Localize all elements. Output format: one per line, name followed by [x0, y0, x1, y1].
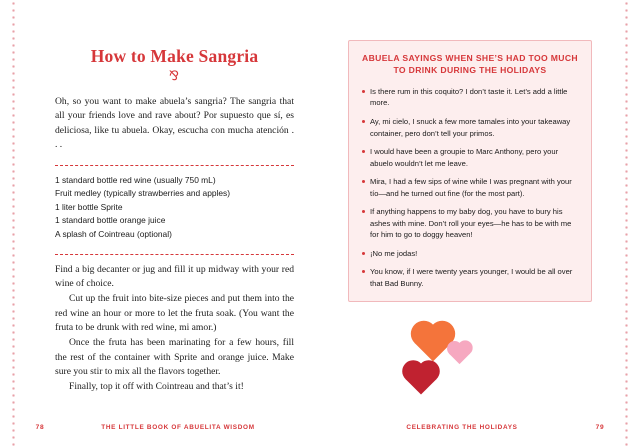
- list-item: I would have been a groupie to Marc Anthony, pero your abuelo wouldn’t let me leave.: [362, 146, 578, 169]
- heart-icon-pink: [449, 343, 470, 364]
- page-title: How to Make Sangria: [90, 46, 259, 66]
- list-item: 1 liter bottle Sprite: [55, 201, 123, 212]
- list-item: Mira, I had a few sips of wine while I was pregnant with your tío—and he turned out fine (for the most part).: [362, 176, 578, 199]
- divider-bottom: [55, 254, 294, 255]
- list-item: You know, if I were twenty years younger, I would be all over that Bad Bunny.: [362, 266, 578, 289]
- flourish-ornament-icon: ⅋: [168, 68, 181, 83]
- list-item: A splash of Cointreau (optional): [55, 229, 172, 239]
- hearts-illustration: [348, 326, 592, 404]
- list-item: ¡No me jodas!: [362, 248, 578, 260]
- sidebar-sayings-list: [362, 86, 578, 289]
- list-item: Is there rum in this coquito? I don’t taste it. Let’s add a little more.: [362, 86, 578, 109]
- ingredients-list: [55, 174, 294, 242]
- heart-icon-orange: [415, 325, 452, 362]
- method-step: Finally, top it off with Cointreau and that’s it!: [69, 380, 244, 392]
- list-item: Ay, mi cielo, I snuck a few more tamales into your takeaway container, pero don’t tell your primos.: [362, 116, 578, 139]
- running-head: THE LITTLE BOOK OF ABUELITA WISDOM: [101, 424, 255, 431]
- list-item: 1 standard bottle red wine (usually 750 mL): [55, 174, 216, 185]
- right-page: [320, 0, 640, 448]
- running-head: CELEBRATING THE HOLIDAYS: [406, 424, 518, 431]
- page-number: 79: [595, 424, 605, 431]
- sidebar-title: ABUELA SAYINGS WHEN SHE’S HAD TOO MUCH TO DRINK DURING THE HOLIDAYS: [362, 53, 578, 76]
- heart-icon-red: [405, 364, 436, 395]
- list-item: If anything happens to my baby dog, you have to bury his ashes with mine. Don’t roll your eyes—he has to be with me for him to go to doggy heaven!: [362, 206, 578, 241]
- page-number: 78: [35, 424, 45, 431]
- method-step: Cut up the fruit into bite-size pieces and put them into the red wine an hour or more to let the fruta soak. (You want the fruta to be drunk with red wine, mi amor.): [55, 292, 294, 334]
- sidebar-callout-box: [348, 40, 592, 302]
- divider-top: [55, 165, 294, 166]
- left-page-footer: [0, 424, 320, 431]
- list-item: Fruit medley (typically strawberries and apples): [55, 188, 231, 199]
- method-steps: [55, 263, 294, 395]
- list-item: 1 standard bottle orange juice: [55, 215, 166, 226]
- intro-paragraph: Oh, so you want to make abuela’s sangria? The sangria that all your friends love and rave about? Por supuesto que sí, es deliciosa, like tu abuela. Okay, escucha con mucha atención . . .: [55, 96, 294, 151]
- method-step: Find a big decanter or jug and fill it up midway with your red wine of choice.: [55, 263, 294, 290]
- method-step: Once the fruta has been marinating for a few hours, fill the rest of the container with Sprite and orange juice. Make sure you stir to mix all the flavors together.: [55, 336, 294, 378]
- right-page-footer: [320, 424, 640, 431]
